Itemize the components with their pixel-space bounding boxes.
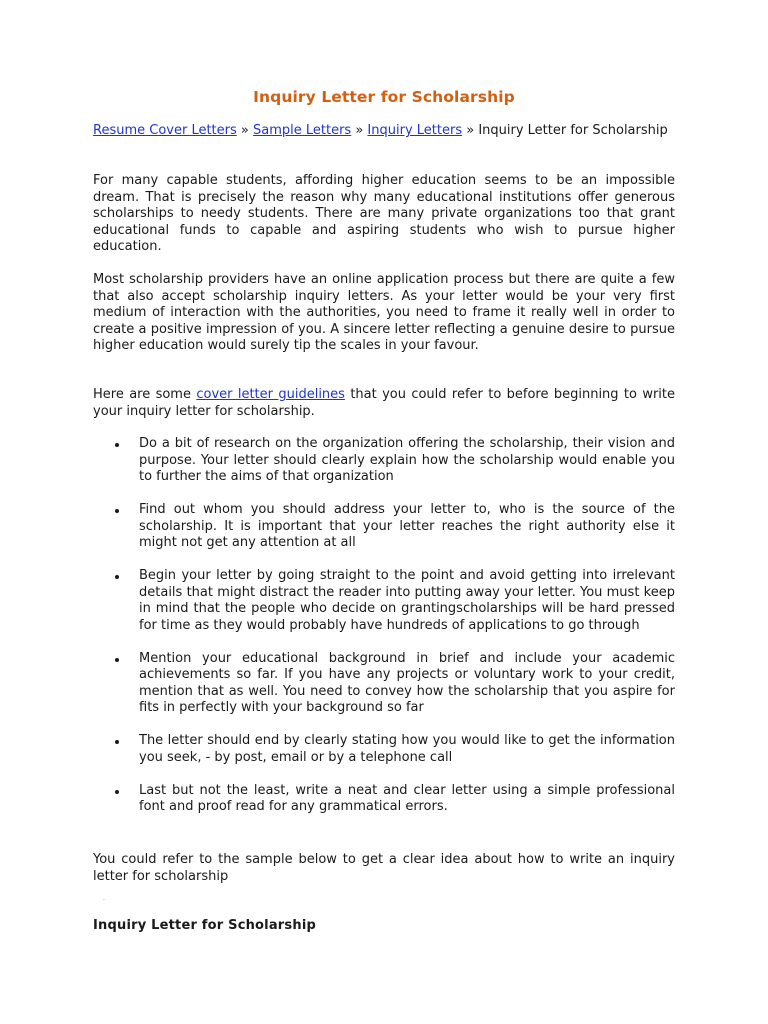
breadcrumb-link-sample-letters[interactable]: Sample Letters: [253, 123, 352, 138]
breadcrumb-separator: »: [351, 123, 368, 138]
guidelines-paragraph: [93, 387, 675, 420]
list-item-text: Last but not the least, write a neat and clear letter using a simple professional font and proof read for any grammatical errors.: [139, 782, 675, 814]
list-item-text: Do a bit of research on the organization offering the scholarship, their vision and purpose. Your letter should clearly explain how the scholarship would enable you to further the aims of that organization: [139, 436, 675, 484]
guidelines-text-before: Here are some: [93, 387, 197, 402]
list-item-text: Begin your letter by going straight to the point and avoid getting into irrelevant details that might distract the reader into putting away your letter. You must keep in mind that the people who decide on grantingscholarships will be hard pressed for time as they would probably have hundreds of applications to go through: [139, 568, 675, 633]
intro-paragraph: For many capable students, affording higher education seems to be an impossible dream. That is precisely the reason why many educational institutions offer generous scholarships to needy students. There are many private organizations too that grant educational funds to capable and aspiring students who wish to pursue higher education.: [93, 173, 675, 254]
sample-intro-paragraph: You could refer to the sample below to get a clear idea about how to write an inquiry letter for scholarship: [93, 852, 675, 884]
list-item-text: The letter should end by clearly stating how you would like to get the information you seek, - by post, email or by a telephone call: [139, 733, 675, 765]
breadcrumb-link-resume-cover-letters[interactable]: Resume Cover Letters: [93, 123, 237, 138]
guidelines-text-after: that you could refer to before beginning to write your inquiry letter for scholarship.: [93, 387, 676, 419]
list-item: [93, 733, 675, 766]
bullet-icon: [115, 575, 119, 579]
breadcrumb: [93, 123, 675, 140]
bullet-icon: [115, 443, 119, 447]
bullet-icon: [115, 658, 119, 662]
cover-letter-guidelines-link[interactable]: cover letter guidelines: [196, 387, 345, 402]
sample-heading: Inquiry Letter for Scholarship: [93, 918, 316, 933]
list-item: [93, 783, 675, 816]
list-item-text: Mention your educational background in brief and include your academic achievements so far. If you have any projects or voluntary work to your credit, mention that as well. You need to convey how the scholarship that you aspire for fits in perfectly with your background so far: [139, 650, 675, 715]
bullet-icon: [115, 790, 119, 794]
page-title: Inquiry Letter for Scholarship: [253, 88, 515, 106]
providers-paragraph: Most scholarship providers have an online application process but there are quite a few that also accept scholarship inquiry letters. As your letter would be your very first medium of interaction with the authorities, you need to frame it really well in order to create a positive impression of you. A sincere letter reflecting a genuine desire to pursue higher education would surely tip the scales in your favour.: [93, 272, 675, 353]
bullet-icon: [115, 509, 119, 513]
list-item: [93, 568, 675, 634]
breadcrumb-current: Inquiry Letter for Scholarship: [478, 123, 668, 138]
stray-mark: ·: [103, 897, 105, 904]
breadcrumb-separator: »: [462, 123, 479, 138]
bullet-icon: [115, 740, 119, 744]
breadcrumb-link-inquiry-letters[interactable]: Inquiry Letters: [367, 123, 463, 138]
breadcrumb-separator: »: [236, 123, 253, 138]
guidelines-list: [93, 436, 675, 832]
list-item-text: Find out whom you should address your letter to, who is the source of the scholarship. It is important that your letter reaches the right authority else it might not get any attention at all: [139, 502, 675, 550]
list-item: [93, 436, 675, 486]
list-item: [93, 502, 675, 552]
list-item: [93, 651, 675, 717]
